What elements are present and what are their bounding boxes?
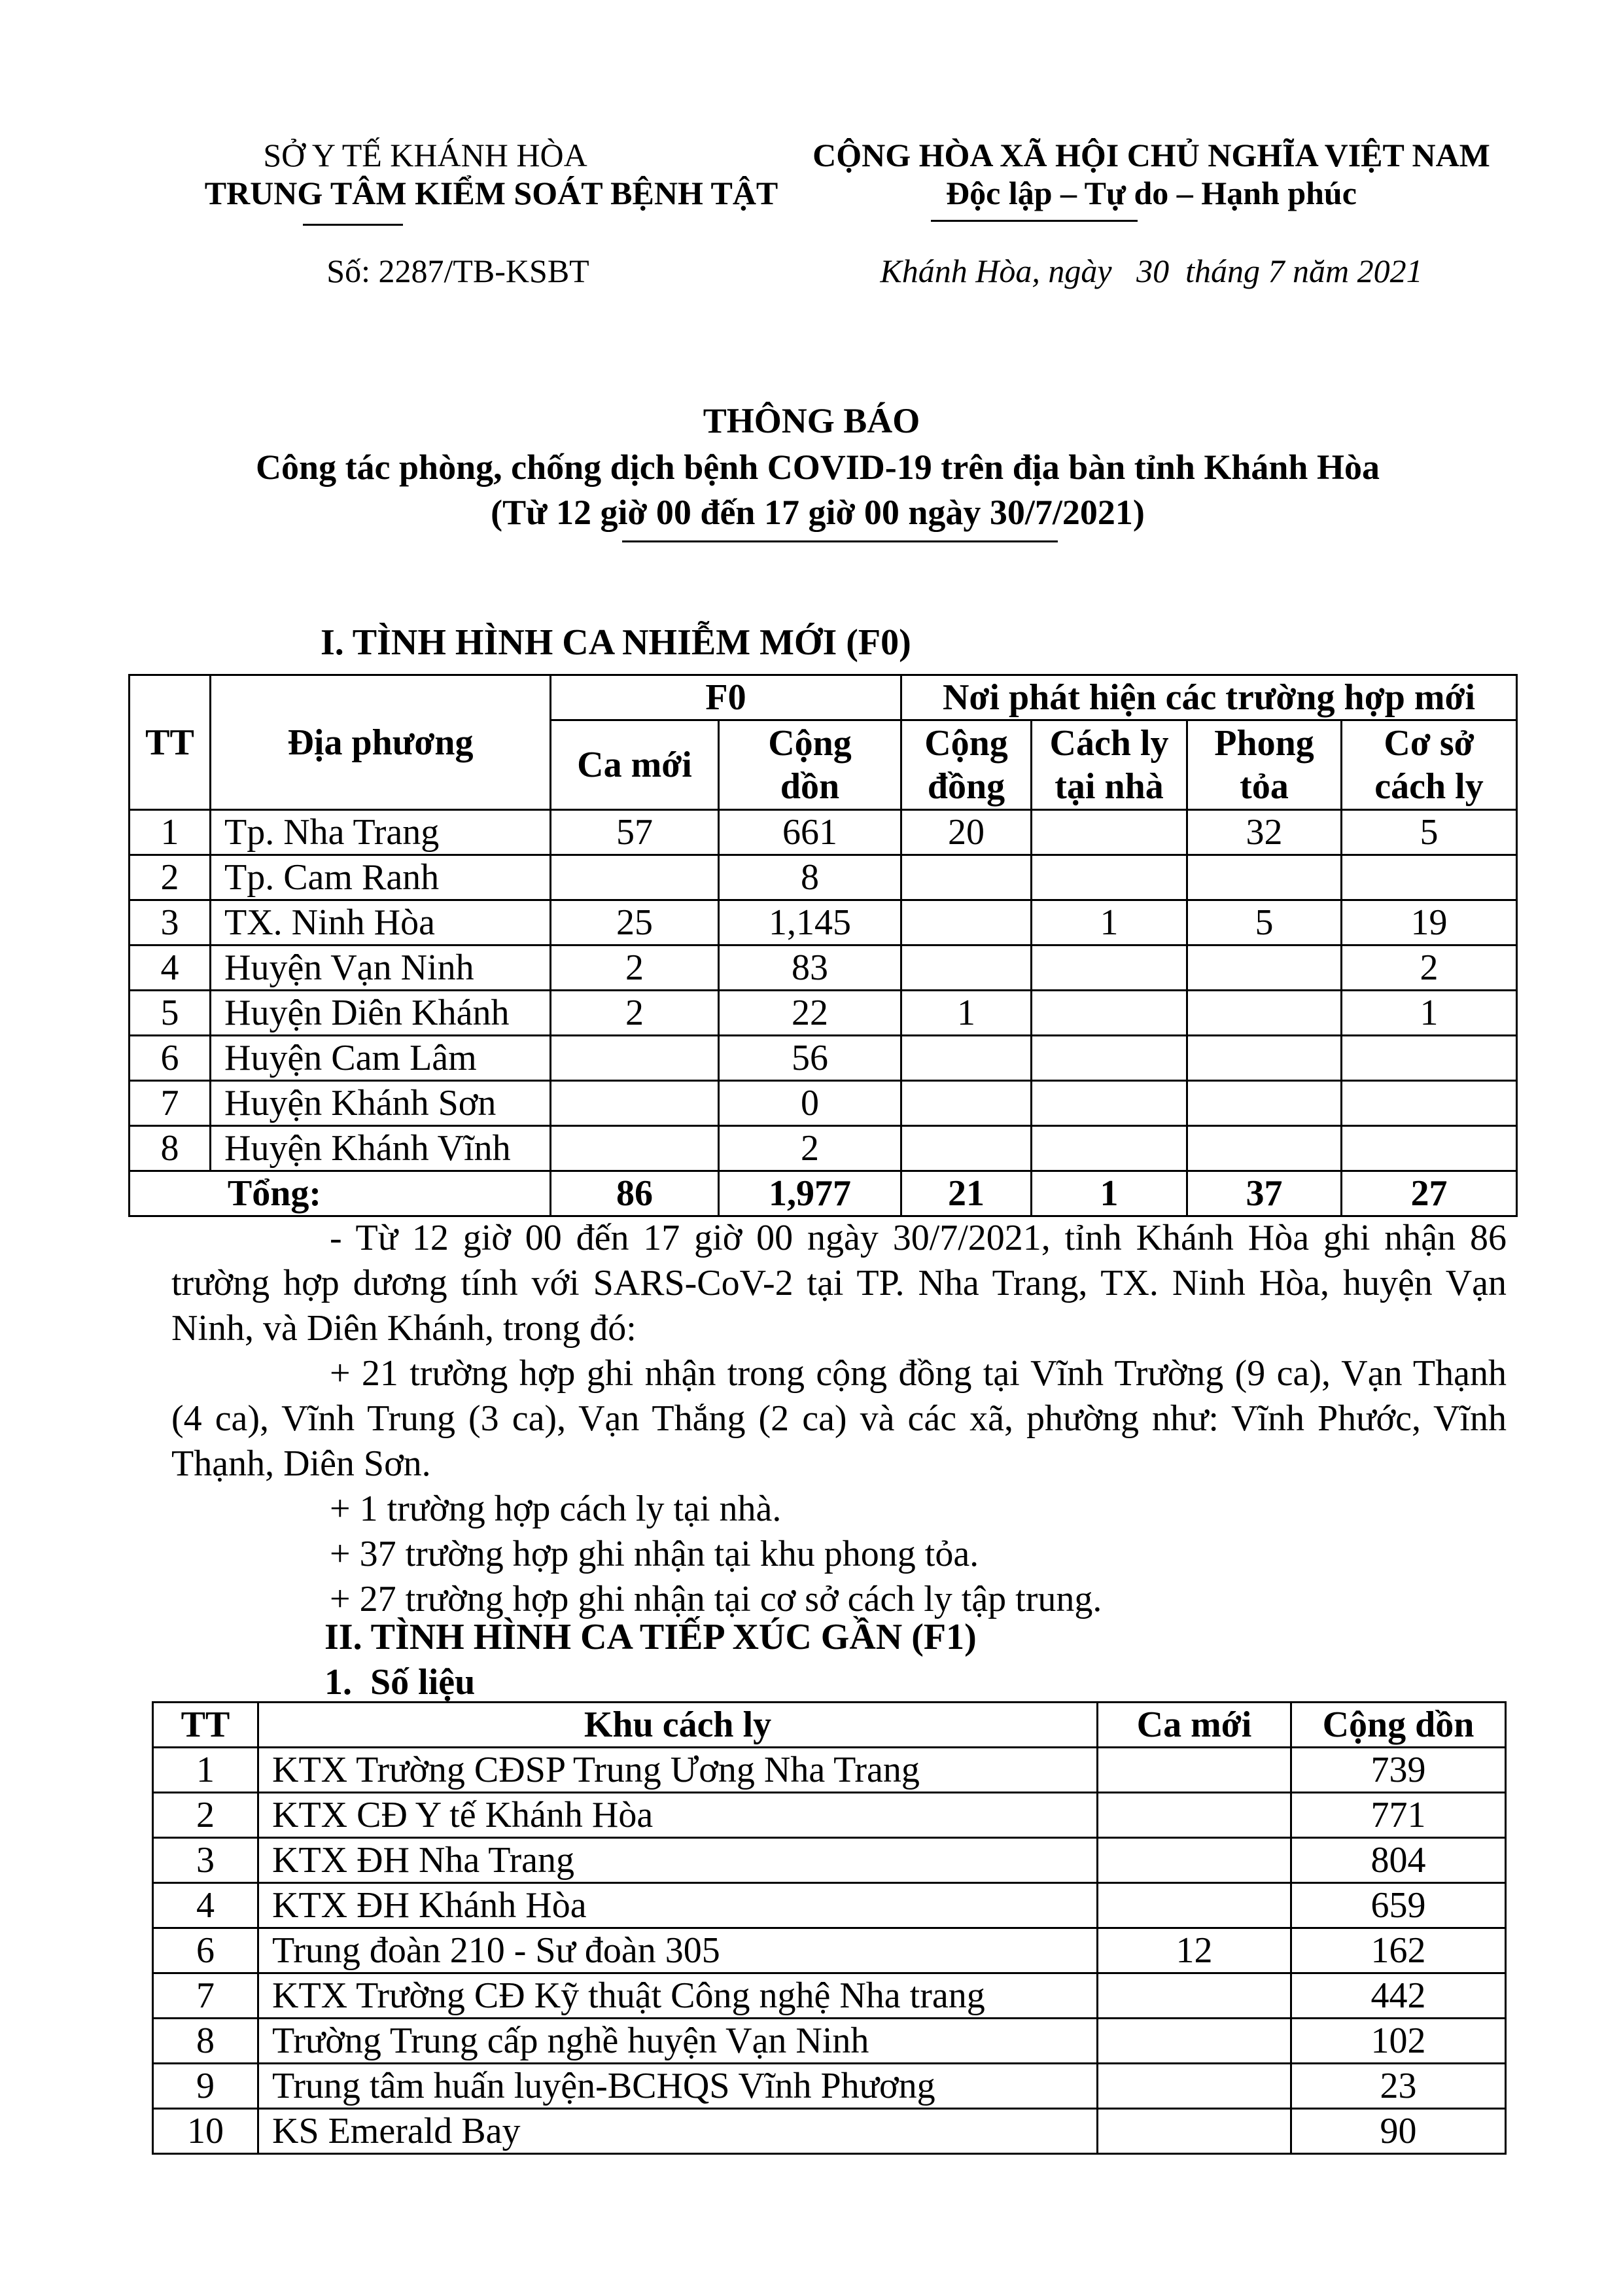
lockdown-cases	[1187, 855, 1342, 900]
f1-table-row	[153, 1838, 1506, 1883]
f0-table	[128, 674, 1518, 1217]
quarantine-area: KS Emerald Bay	[258, 2109, 1098, 2154]
lockdown-line1: Phong	[1214, 723, 1314, 764]
cumulative-cases: 23	[1291, 2064, 1506, 2109]
total-community: 21	[901, 1171, 1032, 1216]
agency-parent: SỞ Y TẾ KHÁNH HÒA	[263, 137, 587, 173]
detail-home: + 1 trường hợp cách ly tại nhà.	[330, 1489, 782, 1529]
locality-name: Huyện Khánh Vĩnh	[211, 1126, 551, 1171]
cumulative-cases: 0	[719, 1081, 901, 1126]
f1-table-row	[153, 1973, 1506, 2019]
cumulative-cases: 771	[1291, 1793, 1506, 1838]
row-number: 3	[153, 1838, 258, 1883]
locality-name: Huyện Cam Lâm	[211, 1036, 551, 1081]
facility-cases: 2	[1342, 945, 1517, 991]
row-number: 8	[153, 2019, 258, 2064]
new-cases: 2	[551, 991, 719, 1036]
summary-paragraph: - Từ 12 giờ 00 đến 17 giờ 00 ngày 30/7/2021, tỉnh Khánh Hòa ghi nhận 86 trường hợp dương tính với SARS-CoV-2 tại TP. Nha Trang, TX. Ninh Hòa, huyện Vạn Ninh, và Diên Khánh, trong đó:	[171, 1218, 1507, 1349]
community-cases	[901, 945, 1032, 991]
col-header-new-cases: Ca mới	[551, 720, 719, 810]
facility-cases: 5	[1342, 810, 1517, 855]
cumulative-cases: 102	[1291, 2019, 1506, 2064]
f0-table-row	[130, 900, 1517, 945]
home-quarantine-cases: 1	[1032, 900, 1187, 945]
col-header-facility	[1342, 720, 1517, 810]
detail-lockdown: + 37 trường hợp ghi nhận tại khu phong tỏa.	[330, 1534, 979, 1574]
home-quarantine-cases	[1032, 945, 1187, 991]
community-cases	[901, 855, 1032, 900]
facility-cases: 1	[1342, 991, 1517, 1036]
row-number: 2	[153, 1793, 258, 1838]
motto-underline	[931, 220, 1138, 222]
facility-cases	[1342, 1036, 1517, 1081]
row-number: 1	[130, 810, 211, 855]
community-line1: Cộng	[924, 723, 1008, 764]
new-cases: 12	[1098, 1928, 1291, 1973]
f1-table-row	[153, 2109, 1506, 2154]
new-cases	[1098, 1793, 1291, 1838]
cumulative-cases: 83	[719, 945, 901, 991]
new-cases	[1098, 2064, 1291, 2109]
f1-col-header-new: Ca mới	[1098, 1703, 1291, 1748]
section2-subheading: 1. Số liệu	[324, 1662, 476, 1703]
total-facility: 27	[1342, 1171, 1517, 1216]
quarantine-area: Trung tâm huấn luyện-BCHQS Vĩnh Phương	[258, 2064, 1098, 2109]
home-quarantine-cases	[1032, 991, 1187, 1036]
title-underline	[622, 540, 1058, 542]
col-group-f0: F0	[551, 675, 901, 720]
quarantine-area: KTX Trường CĐSP Trung Ương Nha Trang	[258, 1748, 1098, 1793]
f0-table-row	[130, 991, 1517, 1036]
total-cumulative: 1,977	[719, 1171, 901, 1216]
row-number: 4	[130, 945, 211, 991]
cumulative-cases: 56	[719, 1036, 901, 1081]
agency-name: TRUNG TÂM KIỂM SOÁT BỆNH TẬT	[204, 175, 778, 211]
cumulative-cases: 1,145	[719, 900, 901, 945]
home-quarantine-cases	[1032, 810, 1187, 855]
row-number: 6	[153, 1928, 258, 1973]
col-header-home-quarantine	[1032, 720, 1187, 810]
total-label: Tổng:	[130, 1171, 551, 1216]
f0-table-row	[130, 1081, 1517, 1126]
row-number: 2	[130, 855, 211, 900]
quarantine-area: Trung đoàn 210 - Sư đoàn 305	[258, 1928, 1098, 1973]
row-number: 10	[153, 2109, 258, 2154]
locality-name: Huyện Diên Khánh	[211, 991, 551, 1036]
new-cases: 25	[551, 900, 719, 945]
col-header-locality: Địa phương	[211, 675, 551, 810]
cumulative-cases: 442	[1291, 1973, 1506, 2019]
new-cases: 2	[551, 945, 719, 991]
locality-name: Tp. Nha Trang	[211, 810, 551, 855]
detail-facility: + 27 trường hợp ghi nhận tại cơ sở cách ly tập trung.	[330, 1579, 1102, 1619]
section2-heading: II. TÌNH HÌNH CA TIẾP XÚC GẦN (F1)	[324, 1617, 977, 1657]
community-cases	[901, 1126, 1032, 1171]
f1-table-row	[153, 2064, 1506, 2109]
new-cases: 57	[551, 810, 719, 855]
col-group-detection-place: Nơi phát hiện các trường hợp mới	[901, 675, 1517, 720]
lockdown-line2: tỏa	[1240, 766, 1289, 807]
col-header-community	[901, 720, 1032, 810]
document-period: (Từ 12 giờ 00 đến 17 giờ 00 ngày 30/7/2021)	[491, 493, 1145, 532]
home-quarantine-cases	[1032, 1126, 1187, 1171]
lockdown-cases	[1187, 1036, 1342, 1081]
new-cases	[1098, 1748, 1291, 1793]
lockdown-cases	[1187, 1126, 1342, 1171]
f0-table-row	[130, 810, 1517, 855]
facility-cases	[1342, 1126, 1517, 1171]
community-cases: 1	[901, 991, 1032, 1036]
f0-table-row	[130, 1126, 1517, 1171]
facility-cases	[1342, 1081, 1517, 1126]
cumulative-cases: 90	[1291, 2109, 1506, 2154]
locality-name: Huyện Khánh Sơn	[211, 1081, 551, 1126]
locality-name: Huyện Vạn Ninh	[211, 945, 551, 991]
home-line1: Cách ly	[1049, 723, 1169, 764]
col-header-tt: TT	[130, 675, 211, 810]
cumulative-line1: Cộng	[768, 723, 852, 764]
detail-community: + 21 trường hợp ghi nhận trong cộng đồng tại Vĩnh Trường (9 ca), Vạn Thạnh (4 ca), Vĩnh Trung (3 ca), Vạn Thắng (2 ca) và các xã, phường như: Vĩnh Phước, Vĩnh Thạnh, Diên Sơn.	[171, 1353, 1507, 1484]
document-subtitle: Công tác phòng, chống dịch bệnh COVID-19 trên địa bàn tỉnh Khánh Hòa	[256, 448, 1380, 487]
quarantine-area: KTX Trường CĐ Kỹ thuật Công nghệ Nha trang	[258, 1973, 1098, 2019]
quarantine-area: Trường Trung cấp nghề huyện Vạn Ninh	[258, 2019, 1098, 2064]
f1-col-header-tt: TT	[153, 1703, 258, 1748]
new-cases	[1098, 2019, 1291, 2064]
home-quarantine-cases	[1032, 1081, 1187, 1126]
document-title: THÔNG BÁO	[703, 401, 920, 440]
lockdown-cases	[1187, 945, 1342, 991]
lockdown-cases	[1187, 991, 1342, 1036]
f1-col-header-area: Khu cách ly	[258, 1703, 1098, 1748]
quarantine-area: KTX CĐ Y tế Khánh Hòa	[258, 1793, 1098, 1838]
total-lockdown: 37	[1187, 1171, 1342, 1216]
new-cases	[551, 1081, 719, 1126]
row-number: 3	[130, 900, 211, 945]
row-number: 7	[130, 1081, 211, 1126]
facility-cases	[1342, 855, 1517, 900]
row-number: 5	[130, 991, 211, 1036]
community-cases: 20	[901, 810, 1032, 855]
total-home: 1	[1032, 1171, 1187, 1216]
new-cases	[1098, 1838, 1291, 1883]
new-cases	[1098, 1973, 1291, 2019]
document-number: Số: 2287/TB-KSBT	[326, 253, 589, 289]
lockdown-cases: 32	[1187, 810, 1342, 855]
quarantine-area: KTX ĐH Khánh Hòa	[258, 1883, 1098, 1928]
cumulative-cases: 8	[719, 855, 901, 900]
community-cases	[901, 900, 1032, 945]
facility-line2: cách ly	[1374, 766, 1484, 807]
f1-table-row	[153, 1883, 1506, 1928]
cumulative-cases: 739	[1291, 1748, 1506, 1793]
f0-table-row	[130, 855, 1517, 900]
f0-table-row	[130, 1036, 1517, 1081]
f1-table-row	[153, 2019, 1506, 2064]
cumulative-cases: 2	[719, 1126, 901, 1171]
facility-line1: Cơ sở	[1384, 723, 1475, 764]
new-cases	[551, 855, 719, 900]
cumulative-cases: 659	[1291, 1883, 1506, 1928]
cumulative-cases: 804	[1291, 1838, 1506, 1883]
row-number: 4	[153, 1883, 258, 1928]
facility-cases: 19	[1342, 900, 1517, 945]
agency-underline	[303, 224, 403, 226]
cumulative-cases: 22	[719, 991, 901, 1036]
row-number: 8	[130, 1126, 211, 1171]
row-number: 7	[153, 1973, 258, 2019]
cumulative-cases: 162	[1291, 1928, 1506, 1973]
col-header-lockdown	[1187, 720, 1342, 810]
new-cases	[551, 1036, 719, 1081]
cumulative-line2: dồn	[780, 766, 840, 807]
nation-title: CỘNG HÒA XÃ HỘI CHỦ NGHĨA VIỆT NAM	[812, 137, 1490, 173]
lockdown-cases	[1187, 1081, 1342, 1126]
f1-table-row	[153, 1793, 1506, 1838]
row-number: 9	[153, 2064, 258, 2109]
f1-table-row	[153, 1928, 1506, 1973]
section1-heading: I. TÌNH HÌNH CA NHIỄM MỚI (F0)	[321, 622, 911, 663]
community-cases	[901, 1036, 1032, 1081]
new-cases	[1098, 1883, 1291, 1928]
new-cases	[551, 1126, 719, 1171]
locality-name: TX. Ninh Hòa	[211, 900, 551, 945]
community-line2: đồng	[927, 766, 1005, 807]
row-number: 6	[130, 1036, 211, 1081]
home-quarantine-cases	[1032, 1036, 1187, 1081]
community-cases	[901, 1081, 1032, 1126]
new-cases	[1098, 2109, 1291, 2154]
home-line2: tại nhà	[1055, 766, 1164, 807]
total-new: 86	[551, 1171, 719, 1216]
f1-table	[152, 1701, 1507, 2155]
quarantine-area: KTX ĐH Nha Trang	[258, 1838, 1098, 1883]
locality-name: Tp. Cam Ranh	[211, 855, 551, 900]
f0-table-row	[130, 945, 1517, 991]
f1-table-row	[153, 1748, 1506, 1793]
total-row	[130, 1171, 1517, 1216]
col-header-cumulative	[719, 720, 901, 810]
home-quarantine-cases	[1032, 855, 1187, 900]
lockdown-cases: 5	[1187, 900, 1342, 945]
row-number: 1	[153, 1748, 258, 1793]
f1-col-header-cumulative: Cộng dồn	[1291, 1703, 1506, 1748]
cumulative-cases: 661	[719, 810, 901, 855]
nation-motto: Độc lập – Tự do – Hạnh phúc	[946, 175, 1357, 211]
place-date: Khánh Hòa, ngày 30 tháng 7 năm 2021	[880, 253, 1423, 289]
